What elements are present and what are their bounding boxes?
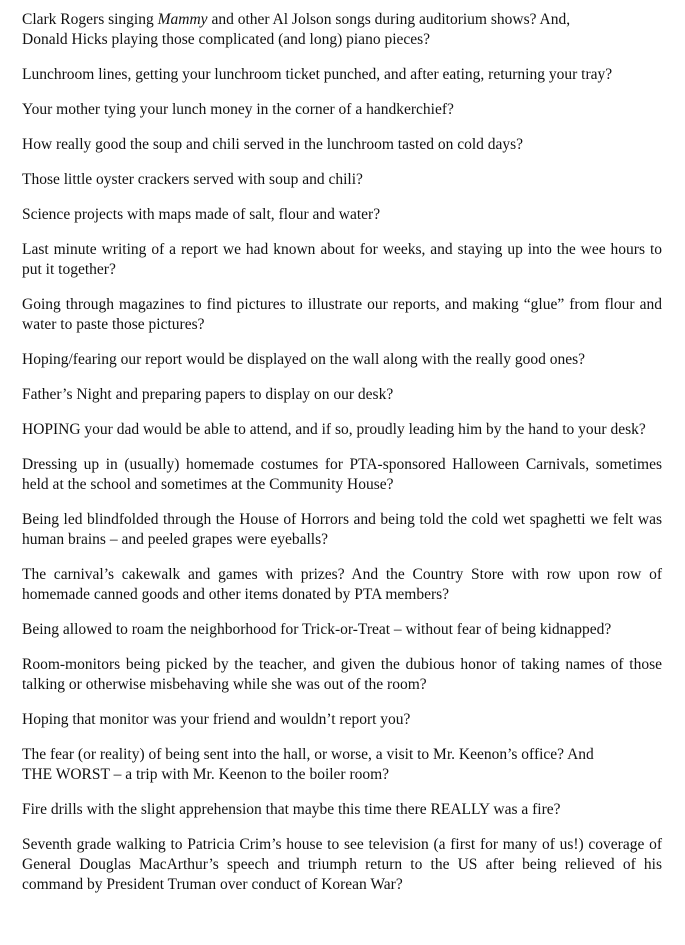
document-page bbox=[22, 10, 662, 910]
paragraph-1-line-2: Donald Hicks playing those complicated (and long) piano pieces? bbox=[22, 31, 431, 48]
paragraph-18-line-1: The fear (or reality) of being sent into the hall, or worse, a visit to Mr. Keenon’s office? And bbox=[22, 746, 594, 763]
paragraph-1 bbox=[22, 10, 662, 50]
paragraph-2: Lunchroom lines, getting your lunchroom ticket punched, and after eating, returning your tray? bbox=[22, 66, 613, 83]
paragraph-18-line-2: THE WORST – a trip with Mr. Keenon to the boiler room? bbox=[22, 766, 390, 783]
paragraph-4: How really good the soup and chili served in the lunchroom tasted on cold days? bbox=[22, 136, 524, 153]
paragraph-14: The carnival’s cakewalk and games with prizes? And the Country Store with row upon row of homemade canned goods and other items donated by PTA members? bbox=[22, 566, 662, 603]
paragraph-16: Room-monitors being picked by the teacher, and given the dubious honor of taking names of those talking or otherwise misbehaving while she was out of the room? bbox=[22, 656, 662, 693]
paragraph-10: Father’s Night and preparing papers to display on our desk? bbox=[22, 386, 394, 403]
paragraph-6: Science projects with maps made of salt, flour and water? bbox=[22, 206, 381, 223]
paragraph-15: Being allowed to roam the neighborhood for Trick-or-Treat – without fear of being kidnapped? bbox=[22, 621, 612, 638]
paragraph-12: Dressing up in (usually) homemade costumes for PTA-sponsored Halloween Carnivals, sometimes held at the school and sometimes at the Community House? bbox=[22, 456, 662, 493]
paragraph-3: Your mother tying your lunch money in the corner of a handkerchief? bbox=[22, 101, 454, 118]
paragraph-18 bbox=[22, 745, 662, 785]
paragraph-5: Those little oyster crackers served with soup and chili? bbox=[22, 171, 363, 188]
paragraph-1-line-1: Clark Rogers singing Mammy and other Al Jolson songs during auditorium shows? And, bbox=[22, 11, 571, 28]
paragraph-9: Hoping/fearing our report would be displayed on the wall along with the really good ones? bbox=[22, 351, 586, 368]
paragraph-17: Hoping that monitor was your friend and wouldn’t report you? bbox=[22, 711, 411, 728]
paragraph-13: Being led blindfolded through the House of Horrors and being told the cold wet spaghetti we felt was human brains – and peeled grapes were eyeballs? bbox=[22, 511, 662, 548]
paragraph-11: HOPING your dad would be able to attend, and if so, proudly leading him by the hand to your desk? bbox=[22, 421, 646, 438]
paragraph-7: Last minute writing of a report we had known about for weeks, and staying up into the wee hours to put it together? bbox=[22, 241, 662, 278]
paragraph-8: Going through magazines to find pictures to illustrate our reports, and making “glue” from flour and water to paste those pictures? bbox=[22, 296, 662, 333]
paragraph-20: Seventh grade walking to Patricia Crim’s house to see television (a first for many of us!) coverage of General Douglas MacArthur’s speech and triumph return to the US after being relieved of his command by President Truman over conduct of Korean War? bbox=[22, 836, 662, 893]
paragraph-19: Fire drills with the slight apprehension that maybe this time there REALLY was a fire? bbox=[22, 801, 561, 818]
song-title: Mammy bbox=[157, 11, 208, 28]
